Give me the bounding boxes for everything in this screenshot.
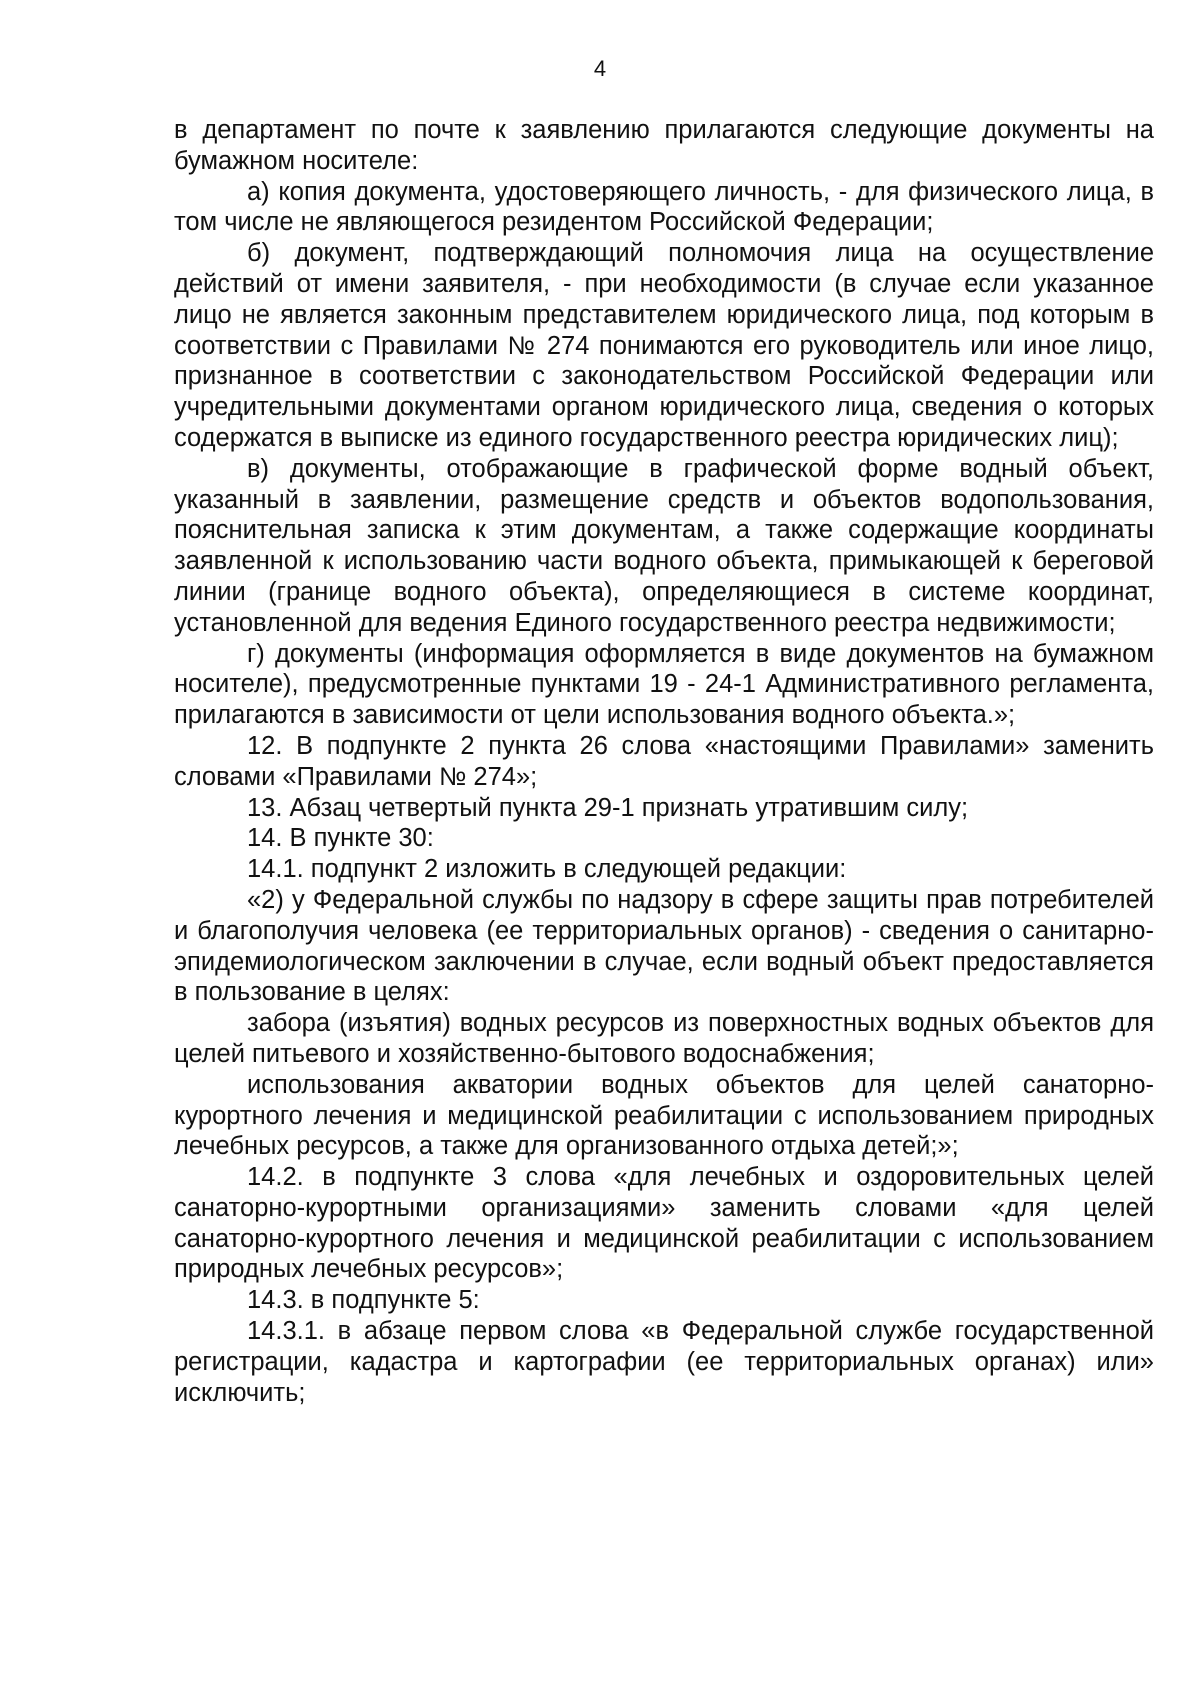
paragraph: в департамент по почте к заявлению прилагаются следующие документы на бумажном носителе:	[174, 116, 1154, 175]
paragraph: 14.2. в подпункте 3 слова «для лечебных и оздоровительных целей санаторно-курортными организациями» заменить словами «для целей санаторно-курортного лечения и медицинской реабилитации с использованием природных лечебных ресурсов»;	[174, 1163, 1154, 1284]
paragraph: 12. В подпункте 2 пункта 26 слова «настоящими Правилами» заменить словами «Правилами № 274»;	[174, 731, 1154, 791]
paragraph: 14.3.1. в абзаце первом слова «в Федеральной службе государственной регистрации, кадастра и картографии (ее территориальных органах) или» исключить;	[174, 1317, 1154, 1407]
paragraph: 14. В пункте 30:	[247, 824, 434, 853]
paragraph: г) документы (информация оформляется в виде документов на бумажном носителе), предусмотренные пунктами 19 - 24-1 Административного регламента, прилагаются в зависимости от цели использования водного объекта.»;	[174, 639, 1154, 730]
paragraph: в) документы, отображающие в графической форме водный объект, указанный в заявлении, размещение средств и объектов водопользования, пояснительная записка к этим документам, а также содержащие координаты заявленной к использованию части водного объекта, примыкающей к береговой линии (границе водного объекта), определяющиеся в системе координат, установленной для ведения Единого государственного реестра недвижимости;	[174, 454, 1154, 637]
paragraph: б) документ, подтверждающий полномочия лица на осуществление действий от имени заявителя, - при необходимости (в случае если указанное лицо не является законным представителем юридического лица, под которым в соответствии с Правилами № 274 понимаются его руководитель или иное лицо, признанное в соответствии с законодательством Российской Федерации или учредительными документами органом юридического лица, сведения о которых содержатся в выписке из единого государственного реестра юридических лиц);	[174, 239, 1154, 452]
paragraph: «2) у Федеральной службы по надзору в сфере защиты прав потребителей и благополучия человека (ее территориальных органов) - сведения о санитарно-эпидемиологическом заключении в случае, если водный объект предоставляется в пользование в целях:	[174, 885, 1154, 1007]
document-body	[174, 115, 1154, 1408]
paragraph: 14.1. подпункт 2 изложить в следующей редакции:	[247, 855, 847, 884]
paragraph: забора (изъятия) водных ресурсов из поверхностных водных объектов для целей питьевого и хозяйственно-бытового водоснабжения;	[174, 1009, 1154, 1068]
paragraph: а) копия документа, удостоверяющего личность, - для физического лица, в том числе не являющегося резидентом Российской Федерации;	[174, 177, 1154, 237]
paragraph: 13. Абзац четвертый пункта 29-1 признать утратившим силу;	[247, 793, 969, 822]
page-number: 4	[593, 56, 607, 81]
paragraph: использования акватории водных объектов для целей санаторно-курортного лечения и медицинской реабилитации с использованием природных лечебных ресурсов, а также для организованного отдыха детей;»;	[174, 1070, 1154, 1161]
paragraph: 14.3. в подпункте 5:	[247, 1286, 480, 1315]
